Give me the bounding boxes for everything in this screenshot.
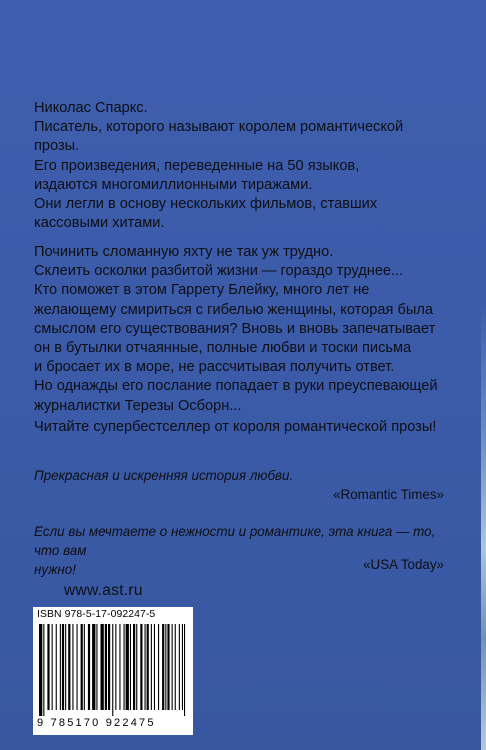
quote-source: «USA Today» [363,557,444,572]
synopsis-line: и бросает их в море, не рассчитывая получить ответ. [34,359,395,376]
review-quote [34,466,448,485]
barcode-bars [37,624,189,716]
quote-line: нужно! [34,562,76,577]
synopsis-line: желающему смириться с гибелью женщины, которая была [34,301,433,318]
quote-source: «Romantic Times» [333,487,444,502]
bio-line: Писатель, которого называют королем романтической [34,119,404,136]
synopsis-line: он в бутылки отчаянные, полные любви и тоски письма [34,340,412,357]
quote-line: Прекрасная и искренняя история любви. [34,468,294,483]
synopsis-line: Починить сломанную яхту не так уж трудно. [34,244,334,260]
synopsis-line: Кто поможет в этом Гаррету Блейку, много лет не [34,282,370,299]
bio-line: Его произведения, переведенные на 50 языков, [34,157,360,174]
publisher-website: www.ast.ru [64,582,143,599]
tagline [34,418,454,437]
bio-line: издаются многомиллионными тиражами. [34,176,313,193]
bio-line: прозы. [34,138,80,155]
synopsis-line: журналистки Терезы Осборн... [34,397,242,414]
synopsis-line: Но однажды его послание попадает в руки преуспевающей [34,378,438,395]
tagline-text: Читайте супербестселлер от короля романтической прозы! [34,419,437,435]
synopsis-line: Склеить осколки разбитой жизни — гораздо труднее... [34,263,404,280]
bio-line: Николас Спаркс. [34,100,148,116]
cover-edge-strip [481,300,486,750]
bio-line: кассовыми хитами. [34,215,165,232]
author-bio [34,99,454,233]
isbn-label: ISBN 978-5-17-092247-5 [37,609,156,620]
synopsis [34,243,454,416]
quote-line: Если вы мечтаете о нежности и романтике, эта книга — то, что вам [34,524,436,558]
bio-line: Они легли в основу нескольких фильмов, ставших [34,196,378,213]
barcode-panel [33,607,193,735]
barcode-digits: 9 785170 922475 [37,717,156,729]
synopsis-line: смыслом его существования? Вновь и вновь запечатывает [34,320,436,337]
